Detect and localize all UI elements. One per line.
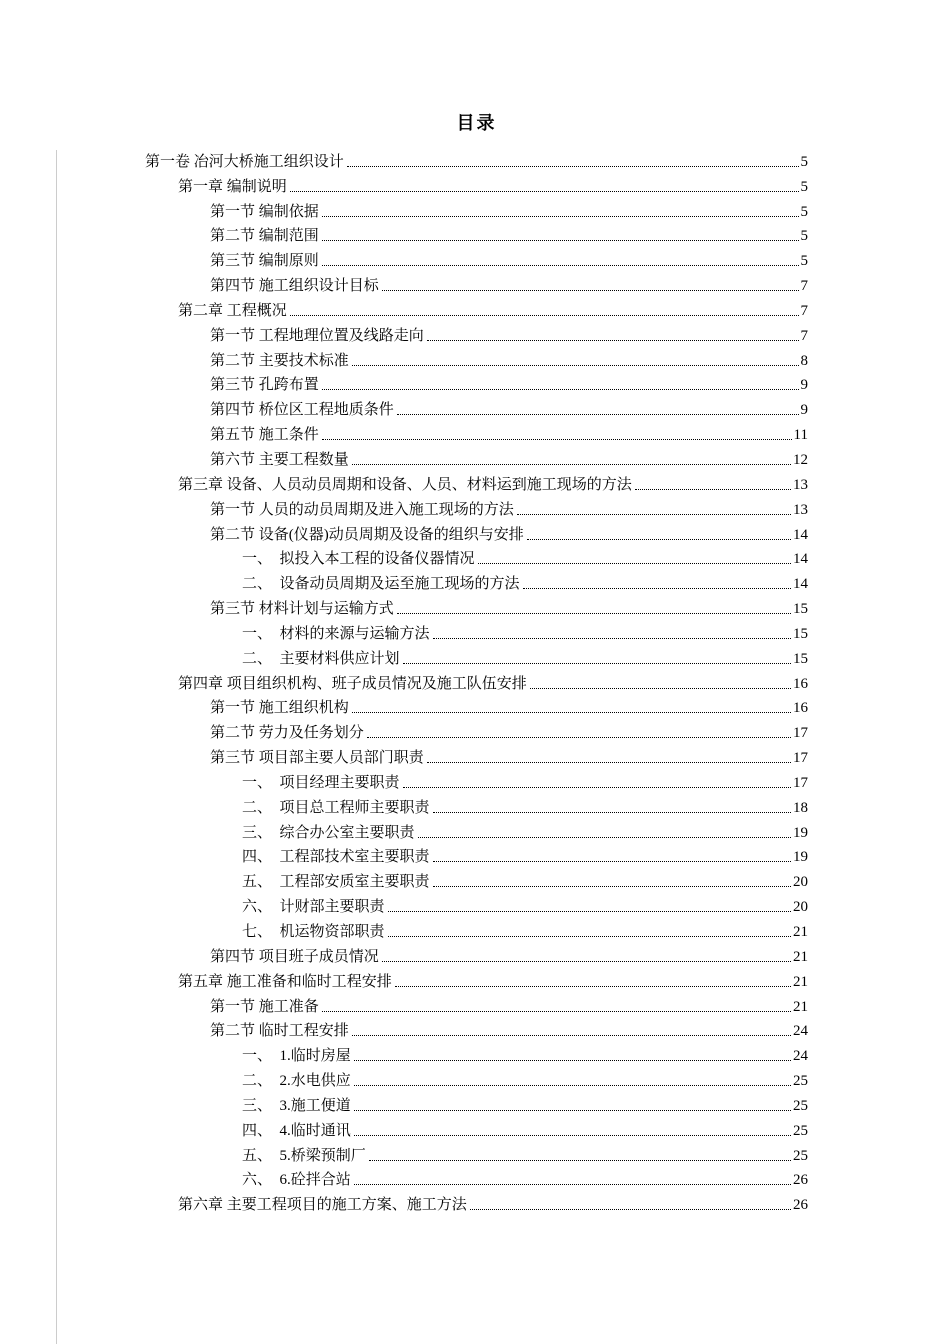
toc-entry[interactable] — [145, 1165, 808, 1190]
toc-page-number: 20 — [793, 874, 808, 891]
toc-entry-label: 四、 4.临时通讯 — [242, 1122, 351, 1139]
toc-page-number: 15 — [793, 650, 808, 667]
toc-entry[interactable] — [145, 792, 808, 817]
dotted-leader — [478, 563, 791, 564]
toc-page-number: 11 — [793, 427, 808, 444]
toc-entry-label: 一、 项目经理主要职责 — [242, 774, 400, 791]
dotted-leader — [354, 1060, 791, 1061]
toc-entry-label: 第二节 主要技术标准 — [210, 352, 349, 369]
toc-entry[interactable] — [145, 618, 808, 643]
toc-entry-label: 五、 5.桥梁预制厂 — [242, 1147, 366, 1164]
toc-entry[interactable] — [145, 245, 808, 270]
dotted-leader — [352, 365, 799, 366]
toc-page-number: 15 — [793, 601, 808, 618]
toc-page-number: 17 — [793, 750, 808, 767]
toc-entry[interactable] — [145, 1040, 808, 1065]
dotted-leader — [354, 1085, 791, 1086]
toc-page-number: 5 — [800, 178, 808, 195]
toc-entry[interactable] — [145, 891, 808, 916]
toc-entry-label: 第六节 主要工程数量 — [210, 451, 349, 468]
dotted-leader — [395, 986, 791, 987]
dotted-leader — [352, 712, 791, 713]
dotted-leader — [397, 414, 799, 415]
toc-entry-label: 第六章 主要工程项目的施工方案、施工方法 — [178, 1197, 467, 1214]
toc-entry[interactable] — [145, 394, 808, 419]
toc-entry[interactable] — [145, 1189, 808, 1214]
toc-page-number: 21 — [793, 924, 808, 940]
toc-entry-label: 第三节 材料计划与运输方式 — [210, 601, 394, 618]
toc-entry-label: 第三章 设备、人员动员周期和设备、人员、材料运到施工现场的方法 — [178, 476, 632, 493]
toc-entry-label: 二、 2.水电供应 — [242, 1073, 351, 1090]
toc-entry-label: 第三节 孔跨布置 — [210, 377, 319, 394]
toc-page-number: 5 — [800, 228, 808, 245]
dotted-leader — [290, 191, 799, 192]
dotted-leader — [369, 1160, 791, 1161]
toc-entry[interactable] — [145, 1090, 808, 1115]
dotted-leader — [433, 861, 791, 862]
toc-entry-label: 第二节 编制范围 — [210, 228, 319, 245]
dotted-leader — [388, 936, 791, 937]
toc-page-number: 17 — [793, 774, 808, 791]
dotted-leader — [397, 613, 791, 614]
toc-page-number: 26 — [793, 1172, 808, 1189]
toc-entry[interactable] — [145, 270, 808, 295]
dotted-leader — [427, 340, 799, 341]
dotted-leader — [527, 539, 791, 540]
toc-entry-label: 第五章 施工准备和临时工程安排 — [178, 973, 392, 990]
dotted-leader — [382, 290, 799, 291]
dotted-leader — [433, 638, 791, 639]
toc-entry-label: 第一节 人员的动员周期及进入施工现场的方法 — [210, 501, 514, 518]
toc-entry[interactable] — [145, 444, 808, 469]
toc-entry[interactable] — [145, 742, 808, 767]
toc-entry-label: 第四节 桥位区工程地质条件 — [210, 402, 394, 419]
toc-entry-label: 第一节 工程地理位置及线路走向 — [210, 327, 424, 344]
toc-entry-label: 七、 机运物资部职责 — [242, 924, 385, 940]
dotted-leader — [354, 1110, 791, 1111]
toc-page-number: 25 — [793, 1147, 808, 1164]
toc-entry-label: 第四节 项目班子成员情况 — [210, 948, 379, 965]
toc-page-number: 26 — [793, 1197, 808, 1214]
toc-entry[interactable] — [145, 1065, 808, 1090]
toc-entry-label: 第一节 施工组织机构 — [210, 700, 349, 717]
toc-entry[interactable] — [145, 693, 808, 718]
toc-page-number: 19 — [793, 849, 808, 866]
dotted-leader — [354, 1135, 791, 1136]
toc-page-number: 13 — [793, 501, 808, 518]
toc-entry-label: 二、 主要材料供应计划 — [242, 650, 400, 667]
toc-page-number: 5 — [800, 203, 808, 220]
toc-entry-label: 六、 6.砼拌合站 — [242, 1172, 351, 1189]
toc-entry[interactable] — [145, 295, 808, 320]
toc-entry[interactable] — [145, 146, 808, 171]
toc-page-number: 12 — [793, 451, 808, 468]
toc-page-number: 25 — [793, 1073, 808, 1090]
toc-page-number: 14 — [793, 576, 808, 593]
toc-entry-label: 二、 项目总工程师主要职责 — [242, 799, 430, 816]
toc-entry[interactable] — [145, 221, 808, 246]
toc-entry[interactable] — [145, 643, 808, 668]
toc-entry[interactable] — [145, 1016, 808, 1041]
dotted-leader — [470, 1209, 791, 1210]
toc-page-number: 5 — [800, 253, 808, 270]
dotted-leader — [388, 911, 791, 912]
dotted-leader — [517, 514, 791, 515]
toc-entry-label: 第三节 项目部主要人员部门职责 — [210, 750, 424, 767]
toc-page-number: 9 — [800, 402, 808, 419]
toc-entry[interactable] — [145, 544, 808, 569]
dotted-leader — [530, 688, 791, 689]
toc-entry-label: 三、 3.施工便道 — [242, 1097, 351, 1114]
toc-page-number: 14 — [793, 551, 808, 568]
toc-page-number: 17 — [793, 725, 808, 742]
toc-entry[interactable] — [145, 767, 808, 792]
toc-entry-label: 五、 工程部安质室主要职责 — [242, 874, 430, 891]
toc-page-number: 25 — [793, 1097, 808, 1114]
toc-entry[interactable] — [145, 196, 808, 221]
toc-entry-label: 第四章 项目组织机构、班子成员情况及施工队伍安排 — [178, 675, 527, 692]
toc-entry-label: 二、 设备动员周期及运至施工现场的方法 — [242, 576, 520, 593]
toc-entry[interactable] — [145, 370, 808, 395]
dotted-leader — [418, 837, 791, 838]
dotted-leader — [322, 216, 799, 217]
toc-entry-label: 第一章 编制说明 — [178, 178, 287, 195]
toc-entry-label: 三、 综合办公室主要职责 — [242, 824, 415, 841]
toc-entry-label: 第四节 施工组织设计目标 — [210, 278, 379, 295]
toc-page-number: 21 — [793, 948, 808, 965]
toc-page-number: 19 — [793, 824, 808, 841]
dotted-leader — [322, 265, 799, 266]
toc-page-number: 7 — [800, 302, 808, 319]
toc-entry[interactable] — [145, 519, 808, 544]
toc-entry[interactable] — [145, 966, 808, 991]
dotted-leader — [367, 737, 791, 738]
toc-page-number: 25 — [793, 1122, 808, 1139]
toc-page-number: 24 — [793, 1048, 808, 1065]
toc-page-number: 18 — [793, 799, 808, 816]
toc-entry-label: 四、 工程部技术室主要职责 — [242, 849, 430, 866]
toc-entry-label: 第二章 工程概况 — [178, 302, 287, 319]
toc-entry[interactable] — [145, 866, 808, 891]
toc-title: 目录 — [456, 113, 497, 133]
toc-page-number: 24 — [793, 1023, 808, 1040]
dotted-leader — [352, 1035, 791, 1036]
toc-entry-label: 第二节 劳力及任务划分 — [210, 725, 364, 742]
dotted-leader — [382, 961, 791, 962]
toc-entry-label: 一、 材料的来源与运输方法 — [242, 625, 430, 642]
dotted-leader — [427, 762, 791, 763]
dotted-leader — [352, 464, 791, 465]
toc-entry[interactable] — [145, 1115, 808, 1140]
toc-entry-label: 第二节 临时工程安排 — [210, 1023, 349, 1040]
toc-entry-label: 一、 拟投入本工程的设备仪器情况 — [242, 551, 475, 568]
toc-page-number: 20 — [793, 899, 808, 916]
toc-page-number: 7 — [800, 327, 808, 344]
toc-entry[interactable] — [145, 469, 808, 494]
dotted-leader — [347, 166, 799, 167]
toc-page-number: 21 — [793, 998, 808, 1015]
toc-entry-label: 一、 1.临时房屋 — [242, 1048, 351, 1065]
dotted-leader — [322, 1011, 791, 1012]
toc-page-number: 15 — [793, 625, 808, 642]
toc-page-number: 21 — [793, 973, 808, 990]
dotted-leader — [322, 389, 799, 390]
toc-entry[interactable] — [145, 717, 808, 742]
toc-list — [145, 146, 808, 1214]
toc-page-number: 7 — [800, 278, 808, 295]
toc-entry-label: 第一节 施工准备 — [210, 998, 319, 1015]
toc-entry-label: 第三节 编制原则 — [210, 253, 319, 270]
toc-entry[interactable] — [145, 668, 808, 693]
toc-page-number: 8 — [800, 352, 808, 369]
toc-entry[interactable] — [145, 1140, 808, 1165]
toc-entry-label: 第一卷 冶河大桥施工组织设计 — [145, 153, 344, 170]
toc-entry-label: 第五节 施工条件 — [210, 427, 319, 444]
toc-entry[interactable] — [145, 842, 808, 867]
toc-entry[interactable] — [145, 568, 808, 593]
toc-page-number: 9 — [800, 377, 808, 394]
toc-page-number: 5 — [800, 153, 808, 170]
toc-entry[interactable] — [145, 941, 808, 966]
toc-entry[interactable] — [145, 494, 808, 519]
toc-entry-label: 第二节 设备(仪器)动员周期及设备的组织与安排 — [210, 526, 524, 543]
dotted-leader — [322, 439, 792, 440]
toc-page-number: 16 — [793, 700, 808, 717]
toc-entry[interactable] — [145, 916, 808, 941]
toc-entry-label: 第一节 编制依据 — [210, 203, 319, 220]
toc-entry-label: 六、 计财部主要职责 — [242, 899, 385, 916]
toc-entry[interactable] — [145, 991, 808, 1016]
dotted-leader — [433, 886, 791, 887]
toc-page-number: 13 — [793, 476, 808, 493]
dotted-leader — [433, 812, 791, 813]
dotted-leader — [322, 240, 799, 241]
toc-page-number: 14 — [793, 526, 808, 543]
toc-entry[interactable] — [145, 345, 808, 370]
dotted-leader — [635, 489, 791, 490]
toc-entry[interactable] — [145, 419, 808, 444]
dotted-leader — [403, 663, 791, 664]
toc-entry[interactable] — [145, 171, 808, 196]
dotted-leader — [290, 315, 799, 316]
dotted-leader — [523, 588, 791, 589]
toc-entry[interactable] — [145, 320, 808, 345]
dotted-leader — [354, 1184, 791, 1185]
toc-entry[interactable] — [145, 817, 808, 842]
toc-page-number: 16 — [793, 675, 808, 692]
dotted-leader — [403, 787, 791, 788]
toc-entry[interactable] — [145, 593, 808, 618]
